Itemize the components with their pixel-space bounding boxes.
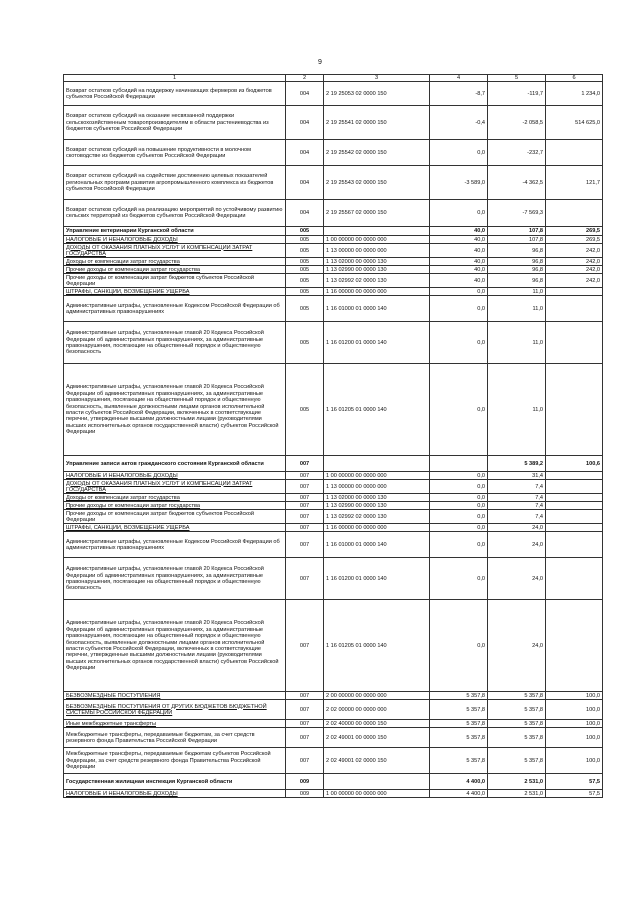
row-admin-code-cell: 007 <box>286 558 324 600</box>
row-plan-cell: 40,0 <box>430 266 488 274</box>
row-admin-code-cell: 004 <box>286 200 324 227</box>
row-actual-cell: 31,4 <box>488 472 546 480</box>
row-percent-cell <box>546 200 603 227</box>
table-row <box>64 692 603 700</box>
row-plan-cell: 0,0 <box>430 200 488 227</box>
row-name-cell: Государственная жилищная инспекция Курганской области <box>64 774 286 790</box>
row-percent-cell <box>546 510 603 524</box>
row-percent-cell <box>546 364 603 456</box>
header-cell-6: 6 <box>546 75 603 82</box>
row-name-cell: Административные штрафы, установленные главой 20 Кодекса Российской Федерации об административных правонарушениях, за административные правонарушения, посягающие на общественный порядок и общественную безопасность <box>64 558 286 600</box>
row-name-cell: Административные штрафы, установленные главой 20 Кодекса Российской Федерации об административных правонарушениях, за административные правонарушения, посягающие на общественный порядок и общественную безопасность, выявленные должностными лицами органов исполнительной власти субъектов Российской Федерации, включенных в соответствующие перечни, утвержденные высшими должностными лицами (руководителями высших исполнительных органов государственной власти) субъектов Российской Федерации <box>64 364 286 456</box>
row-admin-code-cell: 007 <box>286 532 324 558</box>
row-name-cell: Возврат остатков субсидий на оказание несвязанной поддержки сельскохозяйственным товаропроизводителям в области растениеводства из бюджетов субъектов Российской Федерации <box>64 106 286 140</box>
row-admin-code-cell: 007 <box>286 524 324 532</box>
row-actual-cell: 5 357,8 <box>488 692 546 700</box>
row-budget-code-cell: 2 19 25567 02 0000 150 <box>324 200 430 227</box>
row-actual-cell: 11,0 <box>488 322 546 364</box>
row-budget-code-cell: 2 02 40000 00 0000 150 <box>324 720 430 728</box>
row-actual-cell: 11,0 <box>488 364 546 456</box>
row-name-cell: Административные штрафы, установленные главой 20 Кодекса Российской Федерации об административных правонарушениях, за административные правонарушения, посягающие на общественный порядок и общественную безопасность <box>64 322 286 364</box>
row-admin-code-cell: 004 <box>286 140 324 166</box>
row-actual-cell: 7,4 <box>488 494 546 502</box>
row-actual-cell: 2 531,0 <box>488 774 546 790</box>
row-admin-code-cell: 005 <box>286 258 324 266</box>
row-admin-code-cell: 005 <box>286 266 324 274</box>
row-percent-cell: 100,6 <box>546 456 603 472</box>
row-admin-code-cell: 004 <box>286 106 324 140</box>
row-actual-cell: 11,0 <box>488 296 546 322</box>
row-name-cell: НАЛОГОВЫЕ И НЕНАЛОГОВЫЕ ДОХОДЫ <box>64 472 286 480</box>
row-budget-code-cell: 1 16 00000 00 0000 000 <box>324 288 430 296</box>
row-budget-code-cell <box>324 227 430 236</box>
row-budget-code-cell: 1 13 02990 00 0000 130 <box>324 266 430 274</box>
row-percent-cell: 242,0 <box>546 244 603 258</box>
row-plan-cell: 40,0 <box>430 258 488 266</box>
table-row <box>64 774 603 790</box>
row-budget-code-cell: 1 16 01205 01 0000 140 <box>324 364 430 456</box>
row-plan-cell: 0,0 <box>430 532 488 558</box>
table-row <box>64 200 603 227</box>
table-row <box>64 524 603 532</box>
row-name-cell: НАЛОГОВЫЕ И НЕНАЛОГОВЫЕ ДОХОДЫ <box>64 790 286 798</box>
row-name-cell: Прочие доходы от компенсации затрат бюджетов субъектов Российской Федерации <box>64 510 286 524</box>
row-admin-code-cell: 007 <box>286 510 324 524</box>
row-budget-code-cell: 1 13 02000 00 0000 130 <box>324 494 430 502</box>
row-plan-cell: 40,0 <box>430 227 488 236</box>
row-budget-code-cell: 1 16 01205 01 0000 140 <box>324 600 430 692</box>
row-admin-code-cell: 007 <box>286 728 324 748</box>
row-actual-cell: 96,8 <box>488 274 546 288</box>
table-row <box>64 600 603 692</box>
row-plan-cell: 5 357,8 <box>430 720 488 728</box>
row-admin-code-cell: 007 <box>286 480 324 494</box>
row-name-cell: Административные штрафы, установленные главой 20 Кодекса Российской Федерации об административных правонарушениях, за административные правонарушения, посягающие на общественный порядок и общественную безопасность, выявленные должностными лицами органов исполнительной власти субъектов Российской Федерации, включенных в соответствующие перечни, утвержденные высшими должностными лицами (руководителями высших исполнительных органов государственной власти) субъектов Российской Федерации <box>64 600 286 692</box>
row-admin-code-cell: 007 <box>286 502 324 510</box>
row-percent-cell <box>546 524 603 532</box>
row-name-cell: ДОХОДЫ ОТ ОКАЗАНИЯ ПЛАТНЫХ УСЛУГ И КОМПЕНСАЦИИ ЗАТРАТ ГОСУДАРСТВА <box>64 244 286 258</box>
table-row <box>64 106 603 140</box>
row-plan-cell: 0,0 <box>430 494 488 502</box>
table-row <box>64 274 603 288</box>
row-admin-code-cell: 007 <box>286 456 324 472</box>
row-percent-cell: 57,5 <box>546 774 603 790</box>
table-body <box>64 75 603 798</box>
row-admin-code-cell: 009 <box>286 790 324 798</box>
table-row <box>64 227 603 236</box>
table-row <box>64 82 603 106</box>
header-cell-3: 3 <box>324 75 430 82</box>
row-name-cell: Управление записи актов гражданского состояния Курганской области <box>64 456 286 472</box>
row-actual-cell: 107,8 <box>488 227 546 236</box>
row-budget-code-cell: 1 13 02992 02 0000 130 <box>324 510 430 524</box>
table-row <box>64 296 603 322</box>
row-budget-code-cell: 1 13 00000 00 0000 000 <box>324 244 430 258</box>
row-budget-code-cell: 1 16 01000 01 0000 140 <box>324 532 430 558</box>
row-budget-code-cell: 2 19 25543 02 0000 150 <box>324 166 430 200</box>
table-row <box>64 258 603 266</box>
row-budget-code-cell: 2 00 00000 00 0000 000 <box>324 692 430 700</box>
row-percent-cell <box>546 296 603 322</box>
row-admin-code-cell: 007 <box>286 600 324 692</box>
row-admin-code-cell: 005 <box>286 274 324 288</box>
row-name-cell: ШТРАФЫ, САНКЦИИ, ВОЗМЕЩЕНИЕ УЩЕРБА <box>64 288 286 296</box>
row-actual-cell: 2 531,0 <box>488 790 546 798</box>
row-name-cell: Административные штрафы, установленные Кодексом Российской Федерации об административных правонарушениях <box>64 532 286 558</box>
row-percent-cell <box>546 600 603 692</box>
row-actual-cell: 96,8 <box>488 266 546 274</box>
table-row <box>64 456 603 472</box>
row-percent-cell: 100,0 <box>546 720 603 728</box>
row-actual-cell: 5 357,8 <box>488 728 546 748</box>
row-plan-cell: 0,0 <box>430 524 488 532</box>
row-name-cell: БЕЗВОЗМЕЗДНЫЕ ПОСТУПЛЕНИЯ <box>64 692 286 700</box>
row-budget-code-cell: 1 00 00000 00 0000 000 <box>324 236 430 244</box>
table-row <box>64 748 603 774</box>
row-actual-cell: -232,7 <box>488 140 546 166</box>
row-percent-cell <box>546 322 603 364</box>
row-actual-cell: 107,8 <box>488 236 546 244</box>
header-cell-4: 4 <box>430 75 488 82</box>
row-plan-cell: 5 357,8 <box>430 700 488 720</box>
row-plan-cell: 4 400,0 <box>430 774 488 790</box>
row-name-cell: Доходы от компенсации затрат государства <box>64 494 286 502</box>
row-admin-code-cell: 004 <box>286 166 324 200</box>
row-plan-cell: 4 400,0 <box>430 790 488 798</box>
table-row <box>64 510 603 524</box>
row-plan-cell: 5 357,8 <box>430 748 488 774</box>
row-name-cell: ШТРАФЫ, САНКЦИИ, ВОЗМЕЩЕНИЕ УЩЕРБА <box>64 524 286 532</box>
table-row <box>64 532 603 558</box>
table-row <box>64 720 603 728</box>
row-admin-code-cell: 007 <box>286 748 324 774</box>
row-actual-cell: 24,0 <box>488 600 546 692</box>
row-name-cell: Возврат остатков субсидий на поддержку начинающих фермеров из бюджетов субъектов Российской Федерации <box>64 82 286 106</box>
row-plan-cell: 40,0 <box>430 274 488 288</box>
row-actual-cell: -2 058,5 <box>488 106 546 140</box>
table-row <box>64 236 603 244</box>
row-actual-cell: -119,7 <box>488 82 546 106</box>
row-admin-code-cell: 007 <box>286 700 324 720</box>
table-row <box>64 166 603 200</box>
row-name-cell: Межбюджетные трансферты, передаваемые бюджетам, за счет средств резервного фонда Правительства Российской Федерации <box>64 728 286 748</box>
row-name-cell: НАЛОГОВЫЕ И НЕНАЛОГОВЫЕ ДОХОДЫ <box>64 236 286 244</box>
header-cell-1: 1 <box>64 75 286 82</box>
row-actual-cell: 7,4 <box>488 510 546 524</box>
row-percent-cell: 514 625,0 <box>546 106 603 140</box>
row-percent-cell: 242,0 <box>546 274 603 288</box>
page-number: 9 <box>318 59 322 66</box>
row-percent-cell: 100,0 <box>546 692 603 700</box>
row-actual-cell: 5 357,8 <box>488 748 546 774</box>
row-actual-cell: 96,8 <box>488 244 546 258</box>
row-actual-cell: 96,8 <box>488 258 546 266</box>
row-name-cell: Прочие доходы от компенсации затрат государства <box>64 502 286 510</box>
table-row <box>64 472 603 480</box>
row-budget-code-cell: 2 02 49001 02 0000 150 <box>324 748 430 774</box>
table-row <box>64 790 603 798</box>
row-name-cell: Иные межбюджетные трансферты <box>64 720 286 728</box>
row-plan-cell: 0,0 <box>430 288 488 296</box>
row-name-cell: Возврат остатков субсидий на содействие достижению целевых показателей региональных программ развития агропромышленного комплекса из бюджетов субъектов Российской Федерации <box>64 166 286 200</box>
row-percent-cell: 1 234,0 <box>546 82 603 106</box>
table-row <box>64 322 603 364</box>
row-plan-cell: 0,0 <box>430 502 488 510</box>
header-cell-2: 2 <box>286 75 324 82</box>
row-plan-cell: 40,0 <box>430 244 488 258</box>
row-admin-code-cell: 007 <box>286 720 324 728</box>
row-budget-code-cell: 1 13 02992 02 0000 130 <box>324 274 430 288</box>
row-percent-cell <box>546 494 603 502</box>
row-actual-cell: -7 569,3 <box>488 200 546 227</box>
row-admin-code-cell: 005 <box>286 244 324 258</box>
table-row <box>64 494 603 502</box>
row-plan-cell: 0,0 <box>430 364 488 456</box>
row-percent-cell <box>546 502 603 510</box>
row-budget-code-cell: 2 19 25542 02 0000 150 <box>324 140 430 166</box>
row-plan-cell: -8,7 <box>430 82 488 106</box>
row-actual-cell: 5 357,8 <box>488 700 546 720</box>
row-actual-cell: 24,0 <box>488 532 546 558</box>
table-row <box>64 728 603 748</box>
row-admin-code-cell: 005 <box>286 227 324 236</box>
row-percent-cell: 269,5 <box>546 236 603 244</box>
row-budget-code-cell: 1 13 00000 00 0000 000 <box>324 480 430 494</box>
row-admin-code-cell: 005 <box>286 288 324 296</box>
row-budget-code-cell <box>324 456 430 472</box>
row-percent-cell <box>546 532 603 558</box>
row-actual-cell: 5 389,2 <box>488 456 546 472</box>
table-row <box>64 288 603 296</box>
row-plan-cell: 0,0 <box>430 322 488 364</box>
row-admin-code-cell: 004 <box>286 82 324 106</box>
table-row <box>64 558 603 600</box>
budget-table <box>63 74 603 798</box>
row-percent-cell <box>546 288 603 296</box>
row-name-cell: Возврат остатков субсидий на реализацию мероприятий по устойчивому развитию сельских территорий из бюджетов субъектов Российской Федерации <box>64 200 286 227</box>
row-admin-code-cell: 007 <box>286 494 324 502</box>
row-plan-cell: 5 357,8 <box>430 728 488 748</box>
row-budget-code-cell: 2 02 00000 00 0000 000 <box>324 700 430 720</box>
row-percent-cell <box>546 480 603 494</box>
row-name-cell: Возврат остатков субсидий на повышение продуктивности в молочном скотоводстве из бюджетов субъектов Российской Федерации <box>64 140 286 166</box>
row-budget-code-cell: 2 02 49001 00 0000 150 <box>324 728 430 748</box>
row-budget-code-cell: 1 16 01200 01 0000 140 <box>324 322 430 364</box>
row-budget-code-cell: 1 00 00000 00 0000 000 <box>324 790 430 798</box>
row-plan-cell: -3 589,0 <box>430 166 488 200</box>
row-actual-cell: 11,0 <box>488 288 546 296</box>
row-actual-cell: 7,4 <box>488 502 546 510</box>
row-admin-code-cell: 005 <box>286 296 324 322</box>
row-name-cell: Прочие доходы от компенсации затрат бюджетов субъектов Российской Федерации <box>64 274 286 288</box>
row-plan-cell: 5 357,8 <box>430 692 488 700</box>
row-percent-cell <box>546 558 603 600</box>
header-cell-5: 5 <box>488 75 546 82</box>
row-plan-cell: 0,0 <box>430 510 488 524</box>
table-row <box>64 364 603 456</box>
row-admin-code-cell: 009 <box>286 774 324 790</box>
row-budget-code-cell: 1 13 02000 00 0000 130 <box>324 258 430 266</box>
row-name-cell: Прочие доходы от компенсации затрат государства <box>64 266 286 274</box>
row-plan-cell: 0,0 <box>430 600 488 692</box>
row-plan-cell: 40,0 <box>430 236 488 244</box>
row-admin-code-cell: 005 <box>286 236 324 244</box>
row-plan-cell: 0,0 <box>430 472 488 480</box>
row-name-cell: Доходы от компенсации затрат государства <box>64 258 286 266</box>
row-percent-cell: 121,7 <box>546 166 603 200</box>
row-budget-code-cell: 1 16 01000 01 0000 140 <box>324 296 430 322</box>
row-admin-code-cell: 005 <box>286 364 324 456</box>
row-name-cell: Административные штрафы, установленные Кодексом Российской Федерации об административных правонарушениях <box>64 296 286 322</box>
row-plan-cell: 0,0 <box>430 296 488 322</box>
row-actual-cell: 24,0 <box>488 558 546 600</box>
row-plan-cell <box>430 456 488 472</box>
table-row <box>64 480 603 494</box>
row-actual-cell: -4 362,5 <box>488 166 546 200</box>
row-budget-code-cell: 2 19 25541 02 0000 150 <box>324 106 430 140</box>
table-header-row <box>64 75 603 82</box>
row-name-cell: Межбюджетные трансферты, передаваемые бюджетам субъектов Российской Федерации, за счет средств резервного фонда Правительства Российской Федерации <box>64 748 286 774</box>
row-percent-cell: 242,0 <box>546 266 603 274</box>
row-name-cell: Управление ветеринарии Курганской области <box>64 227 286 236</box>
row-name-cell: ДОХОДЫ ОТ ОКАЗАНИЯ ПЛАТНЫХ УСЛУГ И КОМПЕНСАЦИИ ЗАТРАТ ГОСУДАРСТВА <box>64 480 286 494</box>
row-plan-cell: 0,0 <box>430 558 488 600</box>
row-percent-cell: 269,5 <box>546 227 603 236</box>
row-admin-code-cell: 007 <box>286 472 324 480</box>
table-row <box>64 140 603 166</box>
row-plan-cell: 0,0 <box>430 140 488 166</box>
row-budget-code-cell: 1 16 01200 01 0000 140 <box>324 558 430 600</box>
row-percent-cell: 57,5 <box>546 790 603 798</box>
row-actual-cell: 7,4 <box>488 480 546 494</box>
row-plan-cell: -0,4 <box>430 106 488 140</box>
row-name-cell: БЕЗВОЗМЕЗДНЫЕ ПОСТУПЛЕНИЯ ОТ ДРУГИХ БЮДЖЕТОВ БЮДЖЕТНОЙ СИСТЕМЫ РОССИЙСКОЙ ФЕДЕРАЦИИ <box>64 700 286 720</box>
row-budget-code-cell: 1 16 00000 00 0000 000 <box>324 524 430 532</box>
table-row <box>64 502 603 510</box>
row-percent-cell <box>546 472 603 480</box>
row-actual-cell: 24,0 <box>488 524 546 532</box>
table-row <box>64 266 603 274</box>
row-budget-code-cell <box>324 774 430 790</box>
row-budget-code-cell: 1 13 02990 00 0000 130 <box>324 502 430 510</box>
row-plan-cell: 0,0 <box>430 480 488 494</box>
row-admin-code-cell: 005 <box>286 322 324 364</box>
row-admin-code-cell: 007 <box>286 692 324 700</box>
row-percent-cell: 100,0 <box>546 728 603 748</box>
table-row <box>64 700 603 720</box>
row-actual-cell: 5 357,8 <box>488 720 546 728</box>
row-percent-cell: 100,0 <box>546 700 603 720</box>
row-budget-code-cell: 1 00 00000 00 0000 000 <box>324 472 430 480</box>
row-budget-code-cell: 2 19 25053 02 0000 150 <box>324 82 430 106</box>
row-percent-cell: 242,0 <box>546 258 603 266</box>
row-percent-cell: 100,0 <box>546 748 603 774</box>
table-row <box>64 244 603 258</box>
row-percent-cell <box>546 140 603 166</box>
